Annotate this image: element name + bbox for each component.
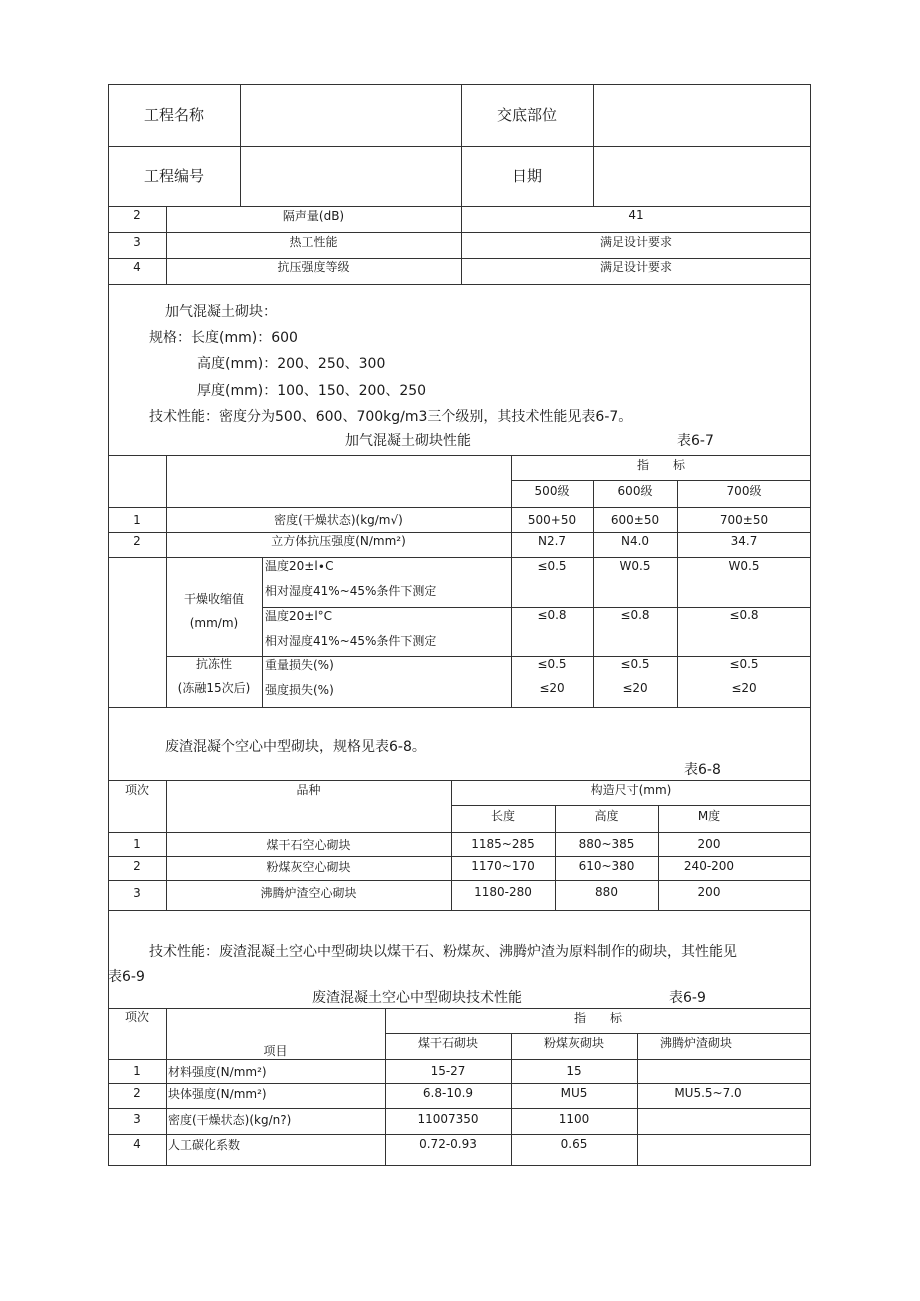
- project-no-value[interactable]: [241, 161, 461, 191]
- table-header-grade: 600级: [617, 484, 653, 498]
- rule: [108, 832, 811, 833]
- table-cell-value: 500+50: [527, 513, 577, 527]
- table-cell-item: 隔声量(dB): [282, 209, 345, 223]
- rule: [108, 507, 811, 508]
- table-cell-value: 1170~170: [471, 859, 535, 873]
- rule: [108, 1108, 811, 1109]
- spec-thickness: 厚度(mm)：100、150、200、250: [197, 383, 427, 399]
- table-cell-no: 3: [133, 886, 141, 900]
- table-cell-value: 1180-280: [474, 885, 532, 899]
- table-cell-item: 热工性能: [289, 235, 338, 249]
- rule: [108, 232, 811, 233]
- table-cell-no: 2: [133, 1086, 141, 1100]
- table-cell-value: 6.8-10.9: [422, 1086, 474, 1100]
- table-header-kind: 品种: [296, 783, 321, 797]
- date-value[interactable]: [594, 161, 810, 191]
- rule: [108, 258, 811, 259]
- table-cell-value: 240-200: [683, 859, 735, 873]
- rule: [108, 557, 811, 558]
- rule: [511, 480, 811, 481]
- table-cell-value: ≤0.8: [620, 608, 650, 622]
- table-cell-value: MU5: [560, 1086, 588, 1100]
- table-cell-value: 880~385: [578, 837, 635, 851]
- rule: [637, 1033, 638, 1166]
- rule: [262, 557, 263, 707]
- section-title: 加气混凝土砌块：: [165, 304, 277, 320]
- condition-text: 温度20±l°C: [265, 609, 333, 623]
- table-number: 表6-9: [669, 990, 706, 1006]
- table-cell-value: ≤0.5: [537, 559, 567, 573]
- project-name-value[interactable]: [241, 100, 461, 130]
- table-header-no: 项次: [124, 783, 149, 797]
- table-cell-value: ≤0.5: [620, 657, 650, 671]
- table-cell-value: 41: [628, 208, 644, 222]
- rule: [108, 284, 811, 285]
- table-cell-value: ≤20: [539, 681, 565, 695]
- table-cell-no: 4: [133, 260, 141, 274]
- table-cell-value: 0.72-0.93: [419, 1137, 477, 1151]
- table-cell-no: 3: [133, 235, 141, 249]
- table-cell-value: 0.65: [560, 1137, 588, 1151]
- table-cell-no: 2: [133, 208, 141, 222]
- table-header-kind: 粉煤灰砌块: [543, 1036, 604, 1050]
- rule: [108, 206, 811, 207]
- table-header-grade: 700级: [726, 484, 762, 498]
- frost-note: (冻融15次后): [177, 681, 251, 695]
- table-header-dims: 构造尺寸(mm): [590, 783, 672, 797]
- table-cell-item: 材料强度(N∕mm²): [168, 1065, 267, 1079]
- table-cell-value: 200: [697, 885, 721, 899]
- table-caption: 废渣混凝土空心中型砌块技术性能: [312, 990, 522, 1006]
- frost-label: 抗冻性: [195, 657, 232, 671]
- table-cell-no: 1: [133, 1064, 141, 1078]
- table-cell-value: ≤0.8: [537, 608, 567, 622]
- project-no-label: 工程编号: [143, 167, 204, 185]
- rule: [451, 805, 811, 806]
- table-cell-value: MU5.5~7.0: [674, 1086, 742, 1100]
- handover-part-value[interactable]: [594, 100, 810, 130]
- table-cell-value: W0.5: [728, 559, 760, 573]
- table-header-index: 指 标: [573, 1011, 622, 1025]
- condition-text: 温度20±l∙C: [265, 559, 334, 573]
- condition-text: 强度损失(%): [265, 683, 334, 697]
- table-header-grade: 500级: [534, 484, 570, 498]
- rule: [108, 1134, 811, 1135]
- tech-paragraph-cont: 表6-9: [108, 969, 145, 985]
- table-cell-value: 200: [697, 837, 721, 851]
- table-header-dim: M度: [697, 809, 721, 823]
- shrinkage-label: 干燥收缩值: [183, 592, 244, 606]
- table-cell-value: 11007350: [417, 1112, 479, 1126]
- spec-length: 规格：长度(mm)：600: [149, 330, 298, 346]
- table-cell-no: 1: [133, 837, 141, 851]
- section-paragraph: 废渣混凝个空心中型砌块，规格见表6-8。: [165, 739, 426, 755]
- rule: [108, 146, 811, 147]
- table-cell-value: 700±50: [719, 513, 769, 527]
- table-cell-no: 2: [133, 534, 141, 548]
- rule: [108, 1083, 811, 1084]
- table-cell-value: 34.7: [730, 534, 758, 548]
- table-cell-value: W0.5: [619, 559, 651, 573]
- tech-paragraph: 技术性能：废渣混凝土空心中型砌块以煤干石、粉煤灰、沸腾炉渣为原料制作的砌块，其性能见: [149, 944, 737, 960]
- table-cell-item: 密度(干燥状态)(kg/n?): [168, 1113, 292, 1127]
- table-caption: 加气混凝土砌块性能: [345, 433, 471, 449]
- table-cell-value: ≤0.5: [729, 657, 759, 671]
- handover-part-label: 交底部位: [496, 106, 557, 124]
- date-label: 日期: [511, 167, 542, 185]
- condition-text: 相对湿度41%~45%条件下测定: [265, 584, 437, 598]
- table-cell-kind: 煤干石空心砌块: [266, 838, 351, 852]
- rule: [108, 455, 811, 456]
- table-cell-value: ≤0.5: [537, 657, 567, 671]
- condition-text: 重量损失(%): [265, 658, 334, 672]
- table-cell-value: ≤0.8: [729, 608, 759, 622]
- table-header-kind: 沸腾炉渣砌块: [659, 1036, 732, 1050]
- table-cell-item: 人工碳化系数: [168, 1138, 241, 1152]
- rule: [385, 1033, 811, 1034]
- rule: [108, 1059, 811, 1060]
- table-cell-kind: 粉煤灰空心砌块: [266, 860, 351, 874]
- spec-height: 高度(mm)：200、250、300: [197, 356, 386, 372]
- rule: [108, 856, 811, 857]
- rule: [108, 532, 811, 533]
- table-cell-value: 满足设计要求: [599, 235, 672, 249]
- table-cell-item: 抗压强度等级: [277, 260, 350, 274]
- table-header-index: 指 标: [636, 458, 685, 472]
- table-header-kind: 煤干石砌块: [417, 1036, 478, 1050]
- rule: [108, 880, 811, 881]
- table-cell-no: 4: [133, 1137, 141, 1151]
- table-cell-no: 2: [133, 859, 141, 873]
- table-number: 表6-7: [677, 433, 714, 449]
- table-cell-value: N4.0: [620, 534, 650, 548]
- table-cell-value: 15: [566, 1064, 582, 1078]
- table-cell-item: 块体强度(N∕mm²): [168, 1087, 267, 1101]
- table-header-dim: 长度: [490, 809, 515, 823]
- table-header-no: 项次: [124, 1010, 149, 1024]
- table-cell-value: 1185~285: [471, 837, 535, 851]
- table-cell-item: 立方体抗压强度(N∕mm²): [271, 534, 406, 548]
- table-cell-value: 15-27: [430, 1064, 466, 1078]
- table-cell-no: 3: [133, 1112, 141, 1126]
- table-cell-no: 1: [133, 513, 141, 527]
- table-cell-value: 880: [595, 885, 618, 899]
- table-cell-value: N2.7: [537, 534, 567, 548]
- table-cell-value: ≤20: [622, 681, 648, 695]
- table-cell-value: 600±50: [610, 513, 660, 527]
- rule: [108, 707, 811, 708]
- rule: [461, 84, 462, 206]
- rule: [108, 910, 811, 911]
- table-cell-item: 密度(干燥状态)(kg∕m√): [274, 513, 403, 527]
- tech-paragraph: 技术性能：密度分为500、600、700kg∕m3三个级别，其技术性能见表6-7。: [149, 409, 633, 425]
- table-number: 表6-8: [684, 762, 721, 778]
- shrinkage-unit: (mm∕m): [189, 616, 239, 630]
- table-cell-value: 1100: [558, 1112, 590, 1126]
- table-cell-value: ≤20: [731, 681, 757, 695]
- condition-text: 相对湿度41%~45%条件下测定: [265, 634, 437, 648]
- table-header-dim: 高度: [594, 809, 619, 823]
- table-header-item: 项目: [263, 1044, 288, 1058]
- table-cell-kind: 沸腾炉渣空心砌块: [260, 886, 357, 900]
- rule: [166, 1008, 167, 1166]
- rule: [108, 1008, 811, 1009]
- project-name-label: 工程名称: [143, 106, 204, 124]
- table-cell-value: 610~380: [578, 859, 635, 873]
- rule: [108, 780, 811, 781]
- table-cell-value: 满足设计要求: [599, 260, 672, 274]
